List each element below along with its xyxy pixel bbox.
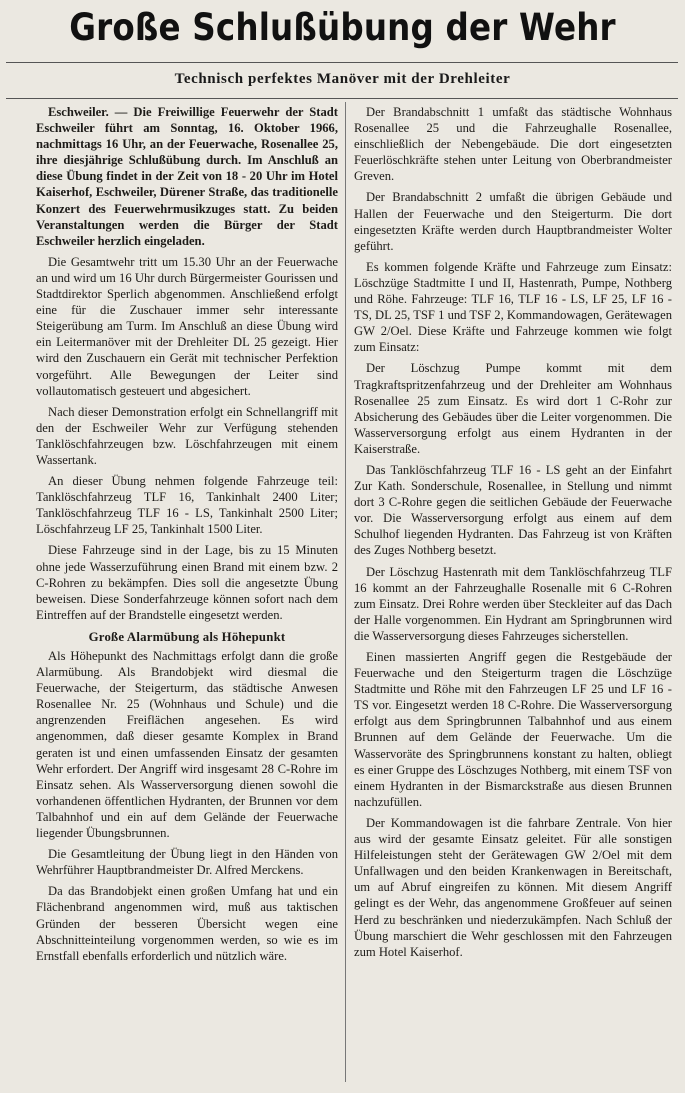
paragraph: Einen massierten Angriff gegen die Restgebäude der Feuerwache und den Steigerturm tragen die Löschzüge Stadtmitte und Röhe mit den Fahrzeugen LF 25 und LF 16 - TS vor. Eingesetzt werden 18 C-Rohre. Die Wasserversorgung erfolgt aus dem Springbrunnen Talbahnhof und aus einem Brunnen auf dem Gelände der Feuerwache. Um die Wasservoräte des Springbrunnens konstant zu halten, obliegt es einer Gruppe des Löschzuges Nothberg, mit einem TSF von einem Hydranten in der Bismarckstraße aus diesen Brunnen nachzufüllen. (354, 650, 672, 809)
subheadline: Technisch perfektes Manöver mit der Drehleiter (174, 71, 511, 87)
paragraph: Der Brandabschnitt 1 umfaßt das städtische Wohnhaus Rosenallee 25 und die Fahrzeughalle Rosenallee, einschließlich der Nebengebäude. Die dort eingesetzten Feuerlöschkräfte stehen unter Leitung von Oberbrandmeister Greven. (354, 105, 672, 184)
paragraph: Diese Fahrzeuge sind in der Lage, bis zu 15 Minuten ohne jede Wasserzuführung einen Brand mit einem bzw. 2 C-Rohren zu bekämpfen. Dies soll die angesetzte Übung beweisen. Diese Sonderfahrzeuge können sofort nach dem Eintreffen auf der Brandstelle eingesetzt werden. (36, 543, 338, 622)
paragraph: Es kommen folgende Kräfte und Fahrzeuge zum Einsatz: Löschzüge Stadtmitte I und II, Hastenrath, Pumpe, Nothberg und Röhe. Fahrzeuge: TLF 16, TLF 16 - LS, LF 25, LF 16 - TS, DL 25, TSF 1 und TSF 2, Kommandowagen, Gerätewagen GW 2/Oel. Diese Kräfte und Fahrzeuge kommen wie folgt zum Einsatz: (354, 259, 672, 355)
paragraph: Die Gesamtleitung der Übung liegt in den Händen von Wehrführer Hauptbrandmeister Dr. Alfred Merckens. (36, 847, 338, 878)
paragraph: Das Tanklöschfahrzeug TLF 16 - LS geht an der Einfahrt Zur Kath. Sonderschule, Rosenallee, in Stellung und nimmt dort 3 C-Rohre gegen die seitlichen Gebäude der Feuerwache vor. Die Wasserversorgung erfolgt aus einem auf dem Schulhof liegenden Hydranten. Das Fahrzeug ist von Kräften des Zuges Nothberg besetzt. (354, 462, 672, 558)
subheadline-rule (6, 98, 678, 99)
left-column (36, 104, 338, 1084)
paragraph: Der Löschzug Hastenrath mit dem Tanklöschfahrzeug TLF 16 kommt an der Fahrzeughalle Rosenalle mit 6 C-Rohren zum Einsatz. Drei Rohre werden über Steckleiter auf das Dach der Halle vorgenommen. Ein Hydrant am Springbrunnen wird die Wasserversorgung dieses Fahrzeuges sicherstellen. (354, 564, 672, 643)
headline: Große Schlußübung der Wehr (69, 6, 616, 49)
paragraph: An dieser Übung nehmen folgende Fahrzeuge teil: Tanklöschfahrzeug TLF 16, Tankinhalt 2400 Liter; Tanklöschfahrzeug TLF 16 - LS, Tankinhalt 2500 Liter; Löschfahrzeug LF 25, Tankinhalt 1500 Liter. (36, 474, 338, 537)
paragraph: Der Kommandowagen ist die fahrbare Zentrale. Von hier aus wird der gesamte Einsatz geleitet. Für alle sonstigen Hilfeleistungen steht der Gerätewagen GW 2/Oel mit dem Unfallwagen und den beiden Krankenwagen in Bereitschaft, um auf Abruf eingreifen zu können. Mit diesem Angriff gelingt es der Wehr, das angenommene Großfeuer auf seinen Herd zu beschränken und niederzukämpfen. Nach Schluß der Übung marschiert die Wehr geschlossen mit den Fahrzeugen zum Hotel Kaiserhof. (354, 815, 672, 959)
paragraph: Die Gesamtwehr tritt um 15.30 Uhr an der Feuerwache an und wird um 16 Uhr durch Bürgermeister Gourissen und Stadtdirektor Sperlich abgenommen. Anschließend erfolgt eine für die Zuschauer immer sehr interessante Steigerübung am Turm. Im Anschluß an diese Übung wird ein Leitermanöver mit der Drehleiter DL 25 gezeigt. Hier wird den Zuschauern ein Gerät mit technischer Perfektion vorgeführt. Alle Bewegungen der Leiter sind vollautomatisch gesteuert und abgesichert. (36, 254, 338, 398)
lead-paragraph: Eschweiler. — Die Freiwillige Feuerwehr der Stadt Eschweiler führt am Sonntag, 16. Oktober 1966, nachmittags 16 Uhr, an der Feuerwache, Rosenallee 25, ihre diesjährige Schlußübung durch. Im Anschluß an diese Übung findet in der Zeit von 18 - 20 Uhr im Hotel Kaiserhof, Eschweiler, Dürener Straße, das traditionelle Konzert des Feuerwehrmusikzuges statt. Zu beiden Veranstaltungen werden die Bürger der Stadt Eschweiler herzlich eingeladen. (36, 105, 338, 248)
paragraph: Da das Brandobjekt einen großen Umfang hat und ein Flächenbrand angenommen wird, muß aus taktischen Gründen der besseren Übersicht wegen eine Abschnitteinteilung vorgenommen werden, so wie es im Ernstfall ebenfalls erforderlich und nützlich wäre. (36, 884, 338, 963)
section-heading: Große Alarmübung als Höhepunkt (88, 629, 286, 644)
right-column (354, 104, 672, 1084)
paragraph: Der Brandabschnitt 2 umfaßt die übrigen Gebäude und Hallen der Feuerwache und den Steigerturm. Die dort eingesetzten Kräfte werden durch Hauptbrandmeister Wolter geführt. (354, 190, 672, 253)
paragraph: Nach dieser Demonstration erfolgt ein Schnellangriff mit den der Eschweiler Wehr zur Verfügung stehenden Tanklöschfahrzeugen bzw. Löschfahrzeugen mit einem Wassertank. (36, 404, 338, 467)
column-divider (345, 102, 346, 1082)
paragraph: Der Löschzug Pumpe kommt mit dem Tragkraftspritzenfahrzeug und der Drehleiter am Wohnhaus Rosenallee 25 zum Einsatz. Es wird dort 1 C-Rohr zur Absicherung des Gebäudes über die Leiter vorgenommen. Die Wasserversorgung erfolgt aus einem Hydranten in der Kaiserstraße. (354, 361, 672, 456)
headline-rule (6, 62, 678, 63)
paragraph: Als Höhepunkt des Nachmittags erfolgt dann die große Alarmübung. Als Brandobjekt wird diesmal die Feuerwache, der Steigerturm, das städtische Anwesen Rosenallee Nr. 25 (Wohnhaus und Schule) und die angrenzenden Freiflächen angesehen. Es wird angenommen, daß dieser gesamte Komplex in Brand geraten ist und einen umfassenden Einsatz der gesamten Wehr erfordert. Der Angriff wird insgesamt 28 C-Rohre im Einsatz sehen. Als Wasserversorgung dienen sowohl die vorhandenen öffentlichen Hydranten, der Brunnen vor dem Talbahnhof und ein auf dem Gelände der Feuerwache liegender Übungsbrunnen. (36, 649, 338, 841)
